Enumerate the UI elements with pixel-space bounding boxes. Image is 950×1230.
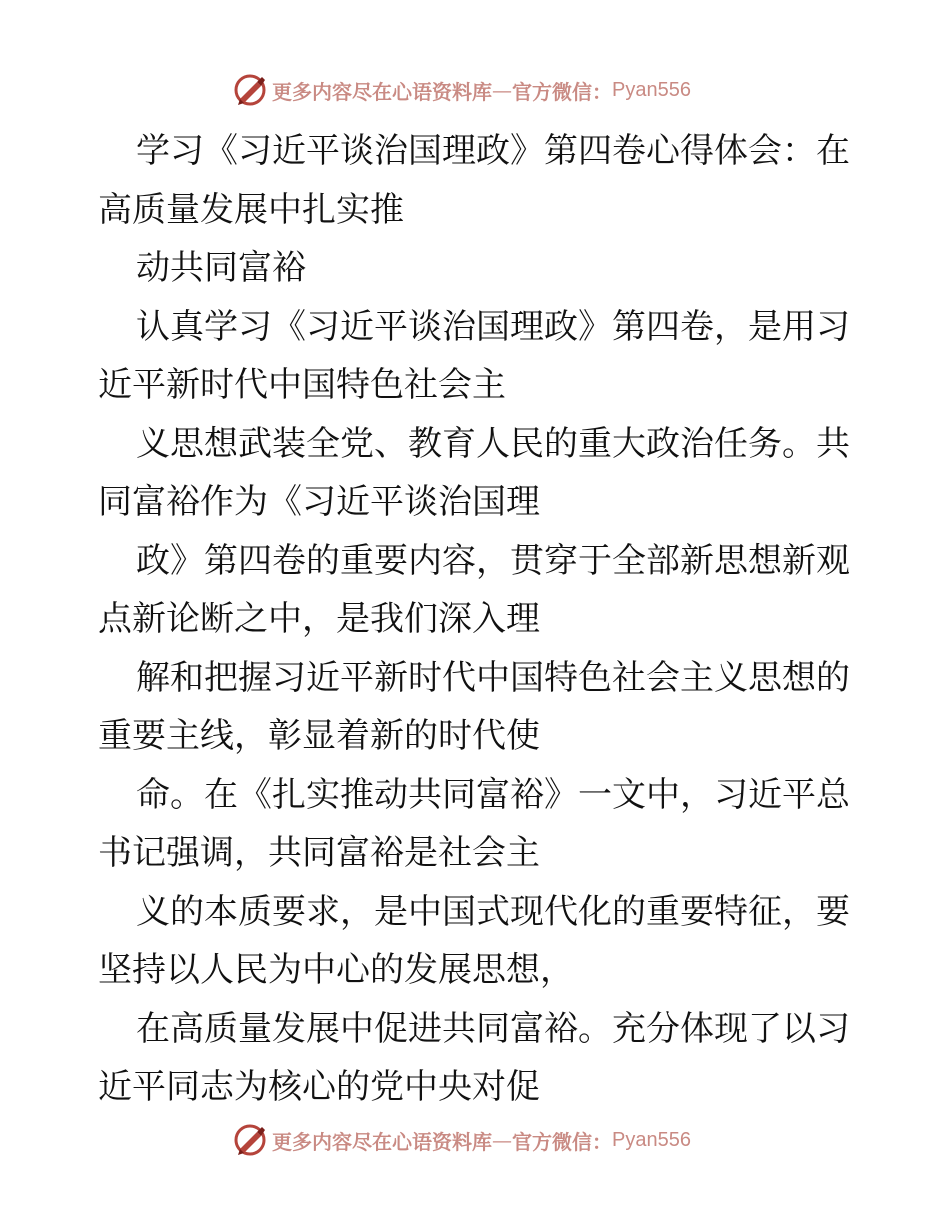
header-site-text: 更多内容尽在心语资料库 (272, 79, 492, 104)
header-banner (232, 70, 691, 110)
footer-banner (232, 1120, 691, 1160)
footer-separator: — (492, 1128, 512, 1152)
body-line: 坚持以人民为中心的发展思想， (98, 950, 574, 990)
body-line: 学习《习近平谈治国理政》第四卷心得体会：在 (136, 131, 850, 171)
body-line: 重要主线，彰显着新的时代使 (98, 716, 540, 756)
pen-logo-icon (232, 1122, 268, 1158)
body-line: 在高质量发展中促进共同富裕。充分体现了以习 (136, 1008, 850, 1049)
body-line: 同富裕作为《习近平谈治国理 (98, 482, 540, 522)
body-line: 义的本质要求，是中国式现代化的重要特征，要 (136, 891, 850, 932)
header-wechat-label: 官方微信： (512, 79, 612, 104)
footer-site-text: 更多内容尽在心语资料库 (272, 1129, 492, 1154)
pen-logo-icon (232, 72, 268, 108)
header-wechat-id: Pyan556 (612, 78, 691, 101)
body-line: 命。在《扎实推动共同富裕》一文中，习近平总 (136, 774, 850, 815)
body-line: 书记强调，共同富裕是社会主 (98, 833, 540, 873)
body-line: 近平同志为核心的党中央对促 (98, 1067, 540, 1107)
body-line: 解和把握习近平新时代中国特色社会主义思想的 (136, 657, 850, 698)
footer-wechat-id: Pyan556 (612, 1128, 691, 1151)
body-line: 认真学习《习近平谈治国理政》第四卷，是用习 (136, 306, 850, 347)
body-line: 高质量发展中扎实推 (98, 189, 404, 230)
header-separator: — (492, 78, 512, 102)
body-line: 政》第四卷的重要内容，贯穿于全部新思想新观 (136, 540, 850, 581)
body-line: 点新论断之中，是我们深入理 (98, 599, 540, 639)
footer-wechat-label: 官方微信： (512, 1129, 612, 1154)
body-line: 近平新时代中国特色社会主 (98, 365, 506, 405)
document-body (98, 122, 858, 1117)
body-line: 义思想武装全党、教育人民的重大政治任务。共 (136, 423, 850, 464)
body-line: 动共同富裕 (136, 248, 306, 288)
